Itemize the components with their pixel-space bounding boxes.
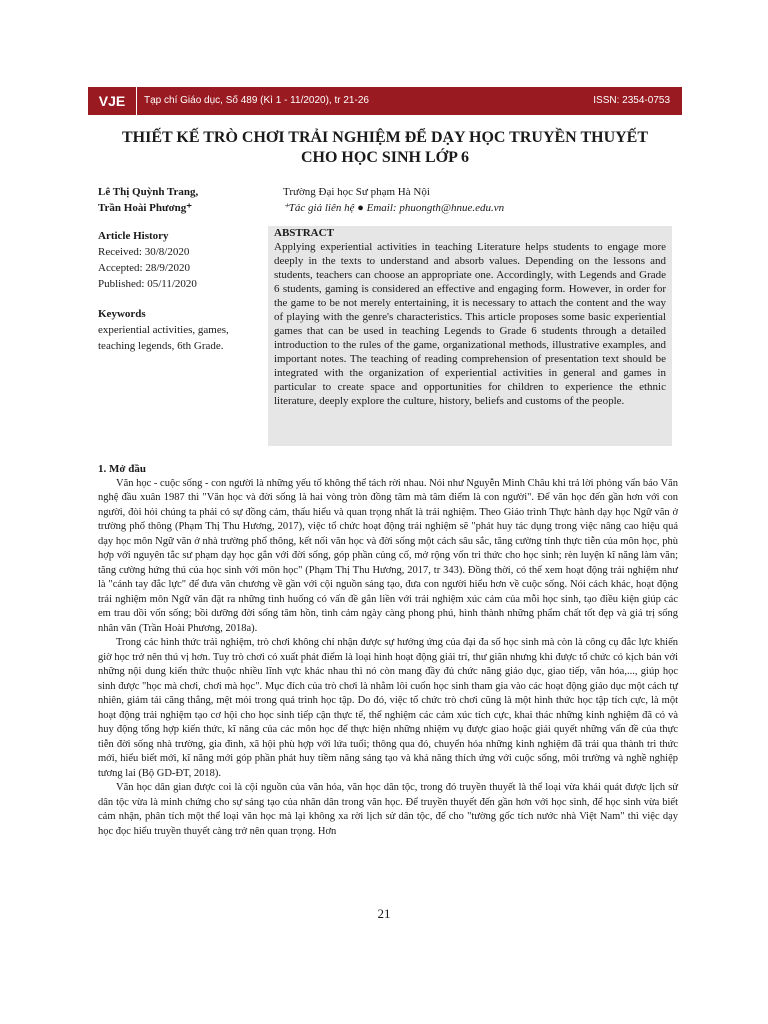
- authors: [98, 184, 198, 216]
- journal-citation: Tạp chí Giáo dục, Số 489 (Kì 1 - 11/2020), tr 21-26: [144, 95, 369, 106]
- paragraph-1: Văn học - cuộc sống - con người là những yếu tố không thể tách rời nhau. Nói như Nguyễn Minh Châu khi trả lời phỏng vấn báo Văn nghệ đầu xuân 1987 thì "Văn học và đời sống là hai vòng tròn đồng tâm mà tâm điểm là con người". Để văn học đến gần hơn với con người, đòi hỏi chúng ta phải có sự đồng cảm, thấu hiểu và quan trọng nhất là trải nghiệm. Theo Giáo trình Thực hành dạy học Ngữ văn ở trường phổ thông (Phạm Thị Thu Hương, 2017), việc tổ chức hoạt động trải nghiệm sẽ "phát huy tác dụng trong việc nâng cao hiệu quả dạy học môn Ngữ văn ở nhà trường phổ thông, kết nối văn học và đời sống một cách sâu sắc, tăng cường tính thực tiễn của môn học, phù hợp với nguyên tắc sư phạm dạy học gắn với đời sống, góp phần củng cố, mở rộng vốn tri thức cho học sinh; rèn luyện kĩ năng làm văn; tăng cường hứng thú của học sinh với môn học" (Phạm Thị Thu Hương, 2017, tr 343). Đồng thời, có thể xem hoạt động trải nghiệm như là "cánh tay đắc lực" để đưa văn chương về gần với cội nguồn sáng tạo, đưa con người hiểu hơn về cuộc sống. Nói cách khác, hoạt động trải nghiệm môn Ngữ văn đặt ra những tình huống có vấn đề gắn liền với trải nghiệm xúc cảm của mỗi học sinh, tạo điều kiện giúp các em trau dồi vốn sống; bồi dưỡng đời sống tâm hồn, tình cảm ngày càng phong phú, hình thành những phẩm chất tốt đẹp và giá trị sống nhân văn (Trần Hoài Phương, 2018a).: [98, 477, 678, 634]
- title-line-2: CHO HỌC SINH LỚP 6: [300, 149, 470, 166]
- author-1: Lê Thị Quỳnh Trang,: [98, 186, 199, 198]
- issn: ISSN: 2354-0753: [593, 95, 670, 106]
- paragraph-3: Văn học dân gian được coi là cội nguồn của văn hóa, văn học dân tộc, trong đó truyền thuyết là thể loại vừa khái quát được lịch sử dân tộc vừa là minh chứng cho sự sáng tạo của nhân dân trong văn học. Để truyền thuyết đến gần hơn với học sinh, để học sinh vừa biết cảm nhận, phân tích một thể loại văn học mà lại không xa rời lịch sử dân tộc, để cho "tường gốc tích nước nhà Việt Nam" thì việc dạy học đọc hiểu truyền thuyết càng trở nên quan trọng. Hơn: [98, 782, 678, 837]
- contact-email: ⁺Tác giả liên hệ ● Email: phuongth@hnue.edu.vn: [283, 202, 505, 214]
- article-body: [98, 462, 678, 839]
- article-meta: [98, 228, 268, 354]
- page-number: 21: [377, 906, 391, 921]
- article-history-heading: Article History: [98, 230, 169, 242]
- title-line-1: THIẾT KẾ TRÒ CHƠI TRẢI NGHIỆM ĐỂ DẠY HỌC TRUYỀN THUYẾT: [121, 129, 649, 146]
- paragraph-2: Trong các hình thức trải nghiệm, trò chơi không chỉ nhận được sự hưởng ứng của đại đa số học sinh mà còn là công cụ đắc lực khiến giờ học trở nên thú vị hơn. Tuy trò chơi có xuất phát điểm là loại hình hoạt động giải trí, thư giãn nhưng khi được tổ chức có kịch bản với những nội dung kiến thức thuộc nhiều lĩnh vực khác nhau thì nó còn mang đầy đủ chức năng giáo dục, giao tiếp, văn hóa,..., giúp học sinh được "học mà chơi, chơi mà học". Mục đích của trò chơi là nhằm lôi cuốn học sinh tham gia vào các hoạt động giáo dục một cách tự nhiên, giảm tải căng thẳng, mệt mỏi trong quá trình học tập. Do đó, việc tổ chức trò chơi cũng là một hình thức học tập tích cực, là một hoạt động trải nghiệm tạo cơ hội cho học sinh tiếp cận thực tế, thể nghiệm các cảm xúc tích cực, khai thác những kinh nghiệm đã có và huy động tổng hợp kiến thức, kĩ năng của các môn học để thực hiện những nhiệm vụ được giao hoặc giải quyết những vấn đề của thực tiễn đời sống nhà trường, gia đình, xã hội phù hợp với lứa tuổi; thông qua đó, chuyển hóa những kinh nghiệm đã trải qua thành tri thức mới, hiểu biết mới, kĩ năng mới góp phần phát huy tiềm năng sáng tạo và khả năng thích ứng với cuộc sống, môi trường và nghề nghiệp tương lai (Bộ GD-ĐT, 2018).: [98, 637, 678, 779]
- keywords-heading: Keywords: [98, 308, 146, 320]
- affiliation: [283, 184, 504, 216]
- institution: Trường Đại học Sư phạm Hà Nội: [283, 186, 430, 198]
- section-heading: 1. Mở đầu: [98, 463, 146, 475]
- accepted-date: Accepted: 28/9/2020: [98, 262, 190, 274]
- received-date: Received: 30/8/2020: [98, 246, 190, 258]
- abstract-box: [268, 226, 672, 446]
- article-title: [88, 128, 682, 168]
- keywords-text: experiential activities, games, teaching legends, 6th Grade.: [98, 324, 229, 352]
- author-2: Trần Hoài Phương⁺: [98, 202, 193, 214]
- abstract-heading: ABSTRACT: [274, 227, 334, 239]
- journal-logo: VJE: [88, 87, 137, 115]
- published-date: Published: 05/11/2020: [98, 278, 197, 290]
- journal-header: [88, 87, 682, 115]
- abstract-text: Applying experiential activities in teaching Literature helps students to engage more deeply in the texts to understand and absorb values. Depending on the lessons and students, teachers can choose an appropriate one. Accordingly, with Legends and Grade 6 students, gaming is considered an effective and engaging form. However, in order for the game to be not merely entertaining, it is necessary to attach the content and the way of playing with the genre's characteristics. This article proposes some basic experiential games that can be used in teaching Legends to Grade 6 students through a detailed introduction to the rules of the game, organizational methods, illustrative examples, and important notes. The teaching of reading comprehension of presentation text should be integrated with the organization of experiential activities in general and games in particular to create space and opportunities for children to experience the ethnic literature, deeply explore the culture, history, beliefs and customs of the people.: [274, 241, 666, 407]
